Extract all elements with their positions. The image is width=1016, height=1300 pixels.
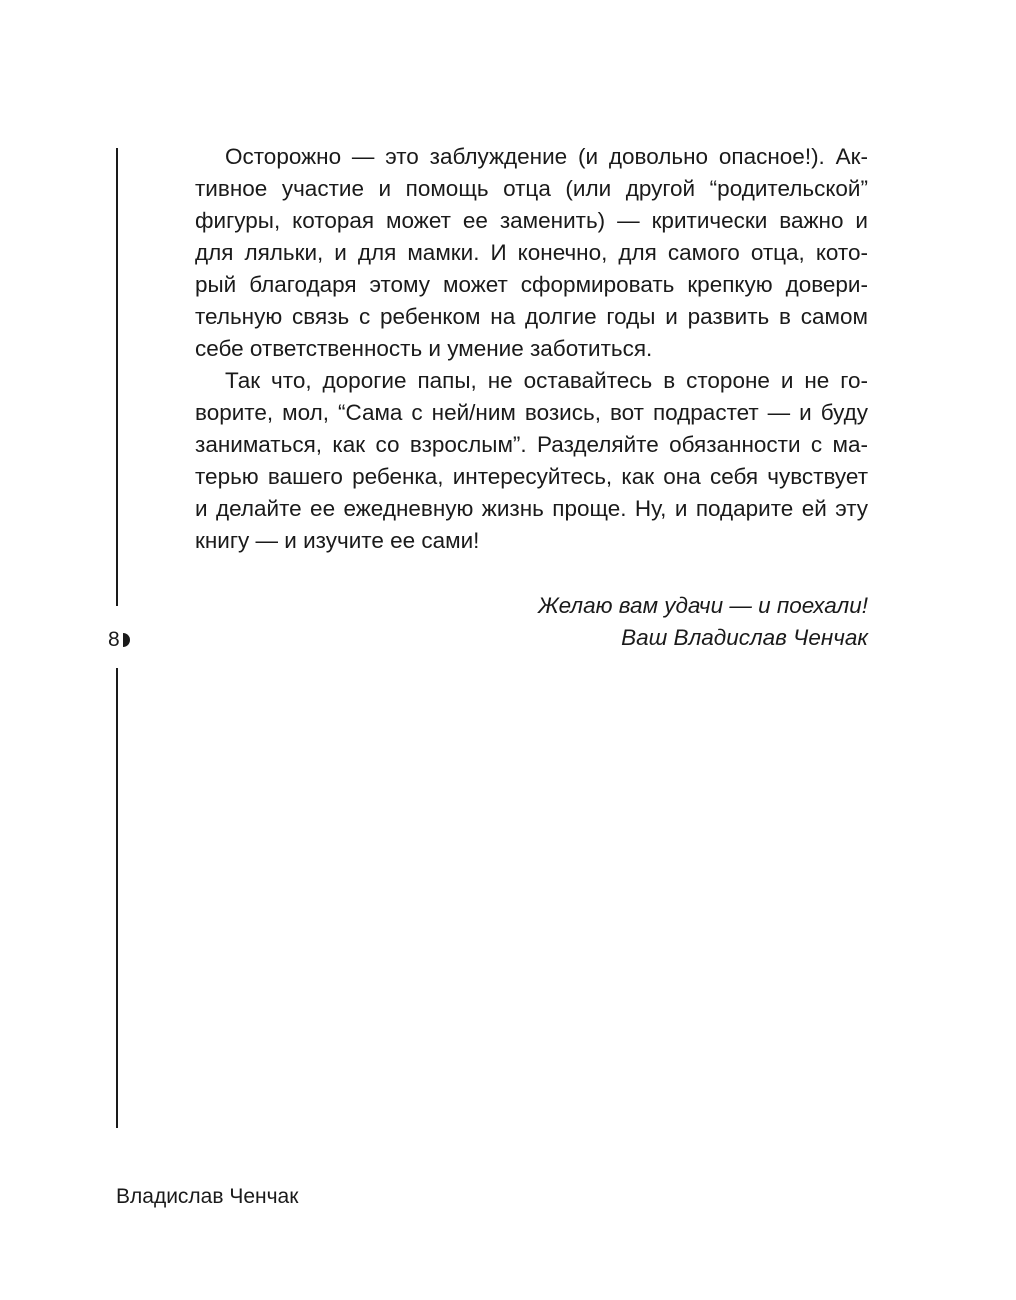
text-line: Так что, дорогие папы, не оставайтесь в стороне и не го- [225,368,868,393]
footer-author: Владислав Ченчак [116,1185,299,1208]
half-circle-icon [123,633,130,647]
page-number-marker [108,626,130,654]
page-number: 8 [108,628,120,651]
text-line: тельную связь с ребенком на долгие годы и развить в самом [195,304,868,329]
margin-rule-top [116,148,118,606]
text-line: фигуры, которая может ее заменить) — критически важно и [195,208,868,233]
body-text [195,141,868,557]
paragraph-1 [195,141,868,365]
text-line: Осторожно — это заблуждение (и довольно опасное!). Ак- [225,144,868,169]
text-line: заниматься, как со взрослым”. Разделяйте обязанности с ма- [195,432,868,457]
margin-rule-bottom [116,668,118,1128]
text-line: книгу — и изучите ее сами! [195,528,480,553]
paragraph-2 [195,365,868,557]
text-line: для ляльки, и для мамки. И конечно, для самого отца, кото- [195,240,868,265]
signature [538,590,868,654]
text-line: терью вашего ребенка, интересуйтесь, как она себя чувствует [195,464,868,489]
signature-line-1: Желаю вам удачи — и поехали! [538,593,868,618]
text-line: ворите, мол, “Сама с ней/ним возись, вот подрастет — и буду [195,400,868,425]
text-line: рый благодаря этому может сформировать крепкую довери- [195,272,868,297]
text-line: и делайте ее ежедневную жизнь проще. Ну, и подарите ей эту [195,496,868,521]
signature-line-2: Ваш Владислав Ченчак [621,625,868,650]
text-line: себе ответственность и умение заботиться. [195,336,653,361]
text-line: тивное участие и помощь отца (или другой “родительской” [195,176,868,201]
